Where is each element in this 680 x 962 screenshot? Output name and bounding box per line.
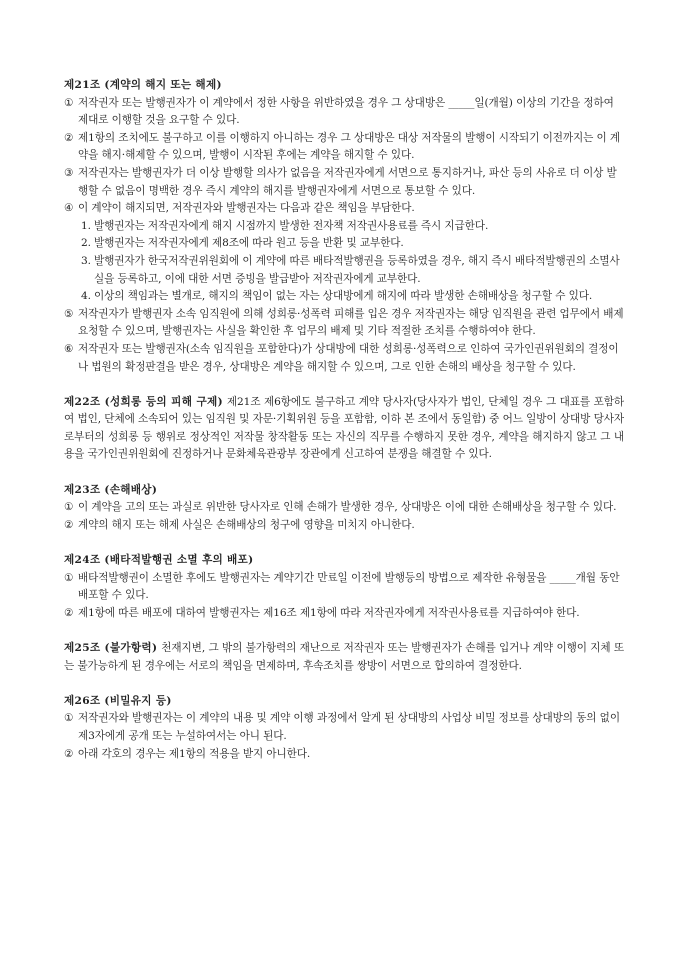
clause-marker: ①	[64, 501, 74, 514]
clause-marker: ②	[64, 131, 74, 144]
clause-text: 저작권자 또는 발행권자(소속 임직원을 포함한다)가 상대방에 대한 성희롱·성폭력으로 인하여 국가인권위원회의 결정이나 법원의 확정판결을 받은 경우, 상대방은 계약을 해지할 수 있으며, 그로 인한 손해의 배상을 청구할 수 있다.	[78, 342, 619, 373]
clause-marker: ①	[64, 571, 74, 584]
subclause-text: 발행권자는 저작권자에게 제8조에 따라 원고 등을 반환 및 교부한다.	[94, 237, 404, 250]
article-23	[64, 482, 624, 535]
subclause-text: 발행권자는 저작권자에게 해지 시점까지 발생한 전자책 저작권사용료를 즉시 지급한다.	[94, 219, 489, 232]
subclause-item	[64, 288, 624, 306]
article-title: 제25조 (불가항력)	[64, 642, 158, 654]
clause-text: 이 계약이 해지되면, 저작권자와 발행권자는 다음과 같은 책임을 부담한다.	[78, 202, 415, 215]
clause-marker: ②	[64, 606, 74, 619]
article-25	[64, 640, 624, 675]
article-title: 제21조 (계약의 해지 또는 해제)	[64, 79, 222, 91]
clause-item	[64, 95, 624, 130]
clause-marker: ①	[64, 96, 74, 109]
clause-marker: ⑥	[64, 342, 74, 355]
clause-text: 제1항에 따른 배포에 대하여 발행권자는 제16조 제1항에 따라 저작권자에게 저작권사용료를 지급하여야 한다.	[78, 606, 580, 619]
clause-item	[64, 200, 624, 218]
clause-text: 저작권자와 발행권자는 이 계약의 내용 및 계약 이행 과정에서 알게 된 상대방의 사업상 비밀 정보를 상대방의 동의 없이 제3자에게 공개 또는 누설하여서는 아니 된다.	[78, 712, 620, 742]
article-title: 제23조 (손해배상)	[64, 483, 158, 496]
contract-page	[64, 77, 624, 763]
clause-text: 제1항의 조치에도 불구하고 이를 이행하지 아니하는 경우 그 상대방은 대상 저작물의 발행이 시작되기 이전까지는 이 계약을 해지·해제할 수 있으며, 발행이 시작된 후에는 계약을 해지할 수 있다.	[78, 131, 621, 162]
clause-item	[64, 710, 624, 745]
article-24	[64, 552, 624, 622]
subclause-marker: 1.	[81, 219, 91, 232]
article-title: 제22조 (성희롱 등의 피해 구제)	[64, 395, 223, 408]
clause-marker: ②	[64, 747, 74, 760]
article-body: 제21조 제6항에도 불구하고 계약 당사자(당사자가 법인, 단체일 경우 그 대표를 포함하여 법인, 단체에 소속되어 있는 임직원 및 자문·기획위원 등을 포함함, 이하 본 조에서 동일함) 중 어느 일방이 상대방 당사자로부터의 성희롱 등 행위로 정상적인 저작물 창작활동 또는 자신의 직무를 수행하지 못한 경우, 계약을 해지하지 않고 그 내용을 국가인권위원회에 진정하거나 문화체육관광부 장관에게 신고하여 분쟁을 해결할 수 있다.	[64, 395, 624, 461]
article-21	[64, 77, 624, 376]
clause-text: 이 계약을 고의 또는 과실로 위반한 당사자로 인해 손해가 발생한 경우, 상대방은 이에 대한 손해배상을 청구할 수 있다.	[78, 501, 617, 514]
clause-item	[64, 341, 624, 376]
clause-item	[64, 605, 624, 623]
article-26	[64, 693, 624, 763]
clause-item	[64, 746, 624, 764]
clause-text: 배타적발행권이 소멸한 후에도 발행권자는 계약기간 만료일 이전에 발행등의 방법으로 제작한 유형물을 _____개월 동안 배포할 수 있다.	[78, 571, 620, 602]
clause-text: 계약의 해지 또는 해제 사실은 손해배상의 청구에 영향을 미치지 아니한다.	[78, 518, 415, 531]
subclause-text: 이상의 책임과는 별개로, 해지의 책임이 없는 자는 상대방에게 해지에 따라 발생한 손해배상을 청구할 수 있다.	[94, 290, 593, 303]
clause-item	[64, 570, 624, 605]
clause-text: 저작권자 또는 발행권자가 이 계약에서 정한 사항을 위반하였을 경우 그 상대방은 _____일(개월) 이상의 기간을 정하여 제대로 이행할 것을 요구할 수 있다.	[78, 96, 614, 127]
subclause-marker: 2.	[81, 237, 91, 250]
clause-text: 아래 각호의 경우는 제1항의 적용을 받지 아니한다.	[78, 747, 311, 760]
subclause-item	[64, 253, 624, 288]
clause-marker: ③	[64, 166, 74, 179]
article-title: 제24조 (배타적발행권 소멸 후의 배포)	[64, 554, 254, 567]
clause-item	[64, 306, 624, 341]
subclause-marker: 3.	[81, 254, 91, 267]
article-body: 천재지변, 그 밖의 불가항력의 재난으로 저작권자 또는 발행권자가 손해를 입거나 계약 이행이 지체 또는 불가능하게 된 경우에는 서로의 책임을 면제하며, 후속조치를 쌍방이 서면으로 합의하여 결정한다.	[64, 642, 625, 672]
clause-marker: ⑤	[64, 307, 74, 320]
clause-text: 저작권자는 발행권자가 더 이상 발행할 의사가 없음을 저작권자에게 서면으로 통지하거나, 파산 등의 사유로 더 이상 발행할 수 없음이 명백한 경우 즉시 계약의 해지를 발행권자에게 서면으로 통보할 수 있다.	[78, 166, 617, 197]
clause-item	[64, 517, 624, 535]
article-title: 제26조 (비밀유지 등)	[64, 694, 172, 707]
clause-item	[64, 499, 624, 517]
clause-marker: ④	[64, 202, 74, 215]
subclause-item	[64, 235, 624, 253]
subclause-marker: 4.	[81, 290, 91, 303]
clause-item	[64, 165, 624, 200]
article-22	[64, 394, 624, 464]
clause-marker: ①	[64, 712, 74, 725]
clause-text: 저작권자가 발행권자 소속 임직원에 의해 성희롱·성폭력 피해를 입은 경우 저작권자는 해당 임직원을 관련 업무에서 배제 요청할 수 있으며, 발행권자는 사실을 확인한 후 업무의 배제 및 기타 적절한 조치를 수행하여야 한다.	[78, 307, 624, 338]
clause-item	[64, 130, 624, 165]
clause-marker: ②	[64, 518, 74, 531]
subclause-item	[64, 218, 624, 236]
subclause-text: 발행권자가 한국저작권위원회에 이 계약에 따른 배타적발행권을 등록하였을 경우, 해지 즉시 배타적발행권의 소멸사실을 등록하고, 이에 대한 서면 증빙을 발급받아 저작권자에게 교부한다.	[94, 254, 620, 285]
